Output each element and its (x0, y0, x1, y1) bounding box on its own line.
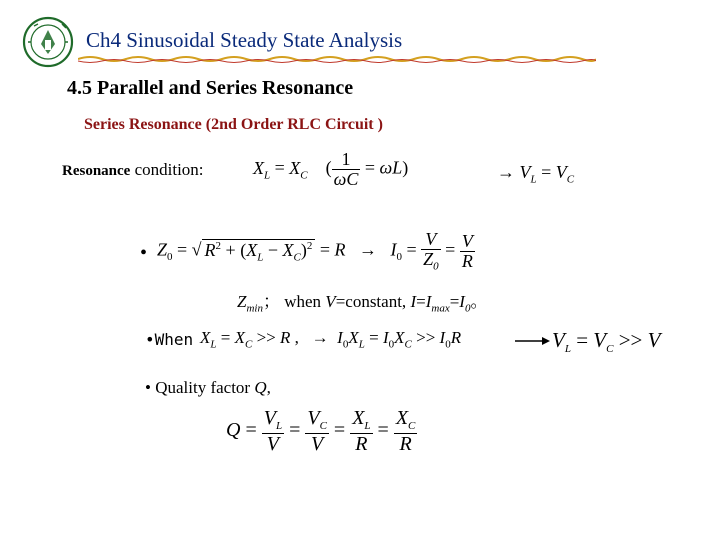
when-condition-equation: $X_L = X_C >> R$ , → $I_0X_L = I_0X_C >> I_0R$ (200, 328, 462, 351)
zmin-imax-sub: max (431, 302, 450, 315)
zmin-z: Z (237, 292, 247, 311)
zmin-when: when (279, 292, 326, 311)
zmin-end: 。 (470, 292, 488, 311)
zmin-sep: ； (262, 292, 280, 311)
bullet-dot: • (140, 242, 148, 264)
zmin-imax: I (425, 292, 432, 311)
zmin-i0: I (459, 292, 465, 311)
university-seal-icon (22, 16, 74, 68)
zmin-sub: min (246, 302, 263, 315)
quality-suffix: , (266, 378, 271, 397)
condition-label-rest: condition: (130, 160, 204, 179)
voltage-magnification-equation: $V_L = V_C >> V$ (552, 328, 661, 356)
slide-title: Ch4 Sinusoidal Steady State Analysis (86, 28, 403, 52)
implies-arrow-icon (515, 334, 551, 348)
zmin-statement (237, 287, 487, 314)
resonance-condition-equation: $X_L = X_C$ ( $\frac{1}{\omega C}$ = ωL) (253, 149, 409, 189)
zmin-const: =constant, (335, 292, 411, 311)
subsection-heading: Series Resonance (2nd Order RLC Circuit ) (84, 116, 383, 133)
quality-factor-equation: Q = $\frac{V_L}{V}$ = $\frac{V_C}{V}$ = $\frac{X_L}{R}$ = $\frac{X_C}{R}$ (226, 407, 416, 455)
zmin-i: I (410, 292, 417, 311)
title-underline (78, 52, 596, 66)
zmin-eq1: = (416, 292, 426, 311)
voltage-equality-equation: → $V_L = V_C$ (497, 162, 575, 186)
impedance-current-equation: $Z_0$ = √ $R^2 + (X_L - X_C)^2 = R \to I_0$ = $\frac{V}{Z_0}$ = $\frac{V}{R}$ (157, 229, 473, 273)
quality-factor-label (145, 378, 271, 398)
zmin-eq2: = (449, 292, 460, 311)
zmin-v: V (325, 292, 336, 311)
quality-prefix: • Quality factor (145, 378, 255, 397)
zmin-i0-sub: 0 (464, 302, 471, 315)
resonance-condition-label (62, 160, 204, 180)
quality-q: Q (254, 378, 267, 397)
when-label: •When (145, 330, 194, 349)
section-heading: 4.5 Parallel and Series Resonance (67, 77, 354, 99)
condition-label-bold: Resonance (62, 163, 131, 179)
